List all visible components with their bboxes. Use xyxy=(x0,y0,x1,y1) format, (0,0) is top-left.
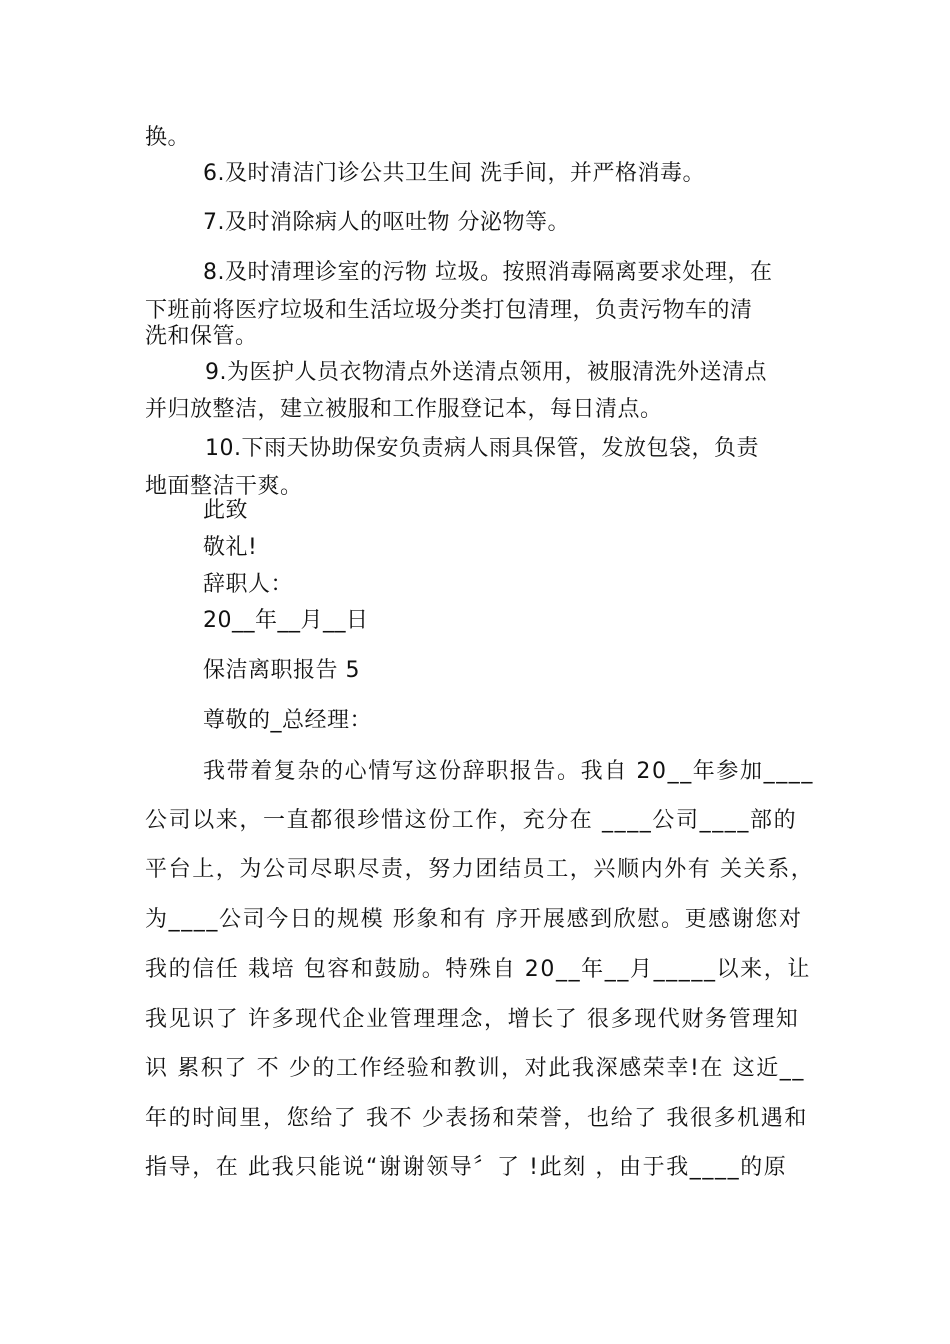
text-line: 7.及时消除病人的呕吐物 分泌物等。 xyxy=(203,210,570,235)
text-line: 8.及时清理诊室的污物 垃圾。按照消毒隔离要求处理，在 xyxy=(203,260,773,285)
salutation: 尊敬的_总经理： xyxy=(203,708,373,733)
text-line: 洗和保管。 xyxy=(145,324,258,349)
date-line: 20__年__月__日 xyxy=(203,608,369,633)
text-line: 地面整洁干爽。 xyxy=(145,474,303,499)
section-title: 保洁离职报告 5 xyxy=(203,658,360,683)
text-line: 年的时间里，您给了 我不 少表扬和荣誉，也给了 我很多机遇和 xyxy=(145,1106,808,1131)
text-line: 我带着复杂的心情写这份辞职报告。我自 20__年参加____ xyxy=(203,759,814,784)
text-line: 公司以来，一直都很珍惜这份工作，充分在 ____公司____部的 xyxy=(145,808,798,833)
text-line: 6.及时清洁门诊公共卫生间 洗手间，并严格消毒。 xyxy=(203,161,705,186)
text-line: 识 累积了 不 少的工作经验和教训，对此我深感荣幸!在 这近__ xyxy=(145,1056,805,1081)
text-line: 辞职人： xyxy=(203,572,294,597)
text-line: 10.下雨天协助保安负责病人雨具保管，发放包袋，负责 xyxy=(205,436,759,461)
text-line: 换。 xyxy=(145,125,191,150)
text-line: 9.为医护人员衣物清点外送清点领用，被服清洗外送清点 xyxy=(205,360,767,385)
text-line: 敬礼! xyxy=(203,535,258,560)
text-line: 我的信任 栽培 包容和鼓励。特殊自 20__年__月_____以来，让 xyxy=(145,957,811,982)
text-line: 我见识了 许多现代企业管理理念，增长了 很多现代财务管理知 xyxy=(145,1007,800,1032)
text-line: 平台上，为公司尽职尽责，努力团结员工，兴顺内外有 关关系， xyxy=(145,857,815,882)
text-line: 下班前将医疗垃圾和生活垃圾分类打包清理，负责污物车的清 xyxy=(145,298,753,323)
text-line: 此致 xyxy=(203,498,249,523)
text-line: 指导，在 此我只能说“谢谢领导〞了 !此刻 ，由于我____的原 xyxy=(145,1155,788,1180)
text-line: 为____公司今日的规模 形象和有 序开展感到欣慰。更感谢您对 xyxy=(145,907,803,932)
text-line: 并归放整洁，建立被服和工作服登记本，每日清点。 xyxy=(145,397,663,422)
